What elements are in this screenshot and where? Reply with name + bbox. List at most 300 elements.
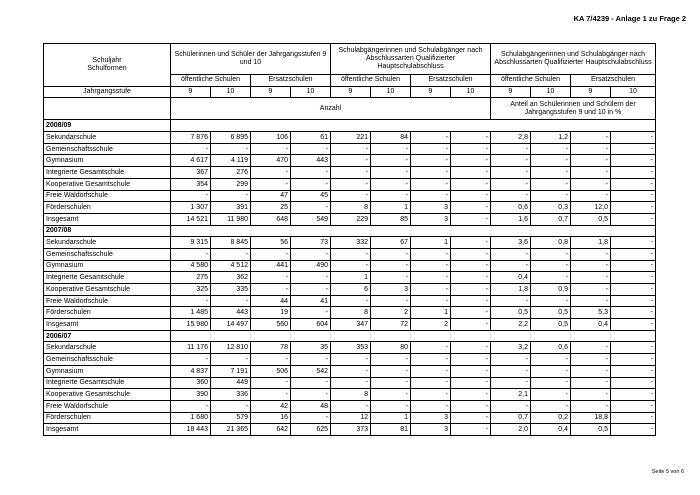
row-label: Förderschulen <box>44 202 171 214</box>
table-cell: - <box>491 190 531 202</box>
table-cell: 12 810 <box>211 342 251 354</box>
table-cell: - <box>491 377 531 389</box>
table-cell: - <box>291 377 331 389</box>
table-cell: 73 <box>291 237 331 249</box>
table-cell: 3 <box>411 412 451 424</box>
table-cell: 3 <box>371 284 411 296</box>
table-cell: 2,1 <box>491 389 531 401</box>
page-number: Seite 5 von 6 <box>651 469 684 475</box>
table-cell: - <box>611 295 656 307</box>
row-label: Förderschulen <box>44 307 171 319</box>
table-cell: 106 <box>251 132 291 144</box>
table-cell: 1 <box>331 272 371 284</box>
table-cell: 45 <box>291 190 331 202</box>
table-cell: - <box>611 237 656 249</box>
table-cell: 229 <box>331 213 371 225</box>
table-cell: 1 <box>411 307 451 319</box>
table-cell: 3 <box>411 213 451 225</box>
table-cell: 8 <box>331 307 371 319</box>
table-cell: - <box>331 377 371 389</box>
table-cell: - <box>451 389 491 401</box>
table-cell: - <box>411 284 451 296</box>
table-cell: - <box>411 248 451 260</box>
table-cell: 325 <box>171 284 211 296</box>
table-cell: - <box>331 400 371 412</box>
table-cell: - <box>251 167 291 179</box>
table-cell: - <box>611 319 656 331</box>
table-cell: 8 845 <box>211 237 251 249</box>
row-label: Integrierte Gesamtschule <box>44 272 171 284</box>
table-cell: - <box>451 295 491 307</box>
table-cell: - <box>491 178 531 190</box>
table-row <box>44 213 656 225</box>
year-label: 2007/08 <box>44 225 171 237</box>
table-cell: - <box>571 377 611 389</box>
table-cell: 542 <box>291 365 331 377</box>
table-cell: - <box>451 202 491 214</box>
row-label: Kooperative Gesamtschule <box>44 389 171 401</box>
table-cell: 490 <box>291 260 331 272</box>
table-cell: - <box>571 354 611 366</box>
subheader-private: Ersatzschulen <box>571 75 656 87</box>
table-cell: - <box>451 377 491 389</box>
table-cell: 4 512 <box>211 260 251 272</box>
table-cell: - <box>451 354 491 366</box>
table-cell: - <box>531 155 571 167</box>
table-cell: - <box>611 377 656 389</box>
table-cell: 0,4 <box>491 272 531 284</box>
table-cell: - <box>291 178 331 190</box>
table-cell: - <box>491 354 531 366</box>
table-cell: - <box>571 143 611 155</box>
table-row <box>44 237 656 249</box>
table-cell: - <box>251 272 291 284</box>
table-cell: - <box>171 143 211 155</box>
table-cell: - <box>491 260 531 272</box>
table-cell: 2 <box>371 307 411 319</box>
table-cell: - <box>611 143 656 155</box>
grade-header: 9 <box>411 86 451 98</box>
table-cell: - <box>531 178 571 190</box>
grade-header: 9 <box>331 86 371 98</box>
table-cell: - <box>331 143 371 155</box>
table-cell: 44 <box>251 295 291 307</box>
row-label: Gemeinschaftsschule <box>44 354 171 366</box>
table-cell: 335 <box>211 284 251 296</box>
document-reference: KA 7/4239 - Anlage 1 zu Frage 2 <box>573 14 686 23</box>
table-cell: 1 307 <box>171 202 211 214</box>
table-cell: - <box>611 400 656 412</box>
table-cell: 549 <box>291 213 331 225</box>
table-cell: 449 <box>211 377 251 389</box>
table-cell: 0,7 <box>491 412 531 424</box>
grade-header: 10 <box>611 86 656 98</box>
table-cell: - <box>531 167 571 179</box>
table-cell: 4 119 <box>211 155 251 167</box>
table-cell: 14 521 <box>171 213 211 225</box>
table-cell: - <box>611 260 656 272</box>
table-cell: - <box>531 143 571 155</box>
table-cell: 299 <box>211 178 251 190</box>
table-cell: 4 837 <box>171 365 211 377</box>
table-cell: - <box>451 284 491 296</box>
table-cell: 5,3 <box>571 307 611 319</box>
table-cell: - <box>411 272 451 284</box>
table-cell: 0,6 <box>531 342 571 354</box>
row-label: Förderschulen <box>44 412 171 424</box>
table-cell: - <box>371 354 411 366</box>
table-cell: - <box>571 365 611 377</box>
table-cell: - <box>291 143 331 155</box>
table-cell: 1 <box>371 412 411 424</box>
table-row <box>44 143 656 155</box>
row-label: Gymnasium <box>44 155 171 167</box>
subheader-private: Ersatzschulen <box>411 75 491 87</box>
grade-header: 10 <box>531 86 571 98</box>
table-cell: - <box>451 272 491 284</box>
table-cell: - <box>291 412 331 424</box>
table-cell: - <box>451 319 491 331</box>
table-row <box>44 377 656 389</box>
table-cell: - <box>411 365 451 377</box>
table-cell: - <box>371 400 411 412</box>
table-cell: 470 <box>251 155 291 167</box>
table-cell: 353 <box>331 342 371 354</box>
table-cell: - <box>571 272 611 284</box>
table-cell: - <box>251 354 291 366</box>
table-cell: - <box>171 190 211 202</box>
table-cell: - <box>571 389 611 401</box>
jahrgang-label: Jahrgangsstufe <box>44 86 171 98</box>
table-cell: - <box>331 295 371 307</box>
table-cell: 3,2 <box>491 342 531 354</box>
table-cell: - <box>611 132 656 144</box>
table-cell: 0,2 <box>531 412 571 424</box>
table-cell: - <box>571 178 611 190</box>
row-label: Sekundarschule <box>44 132 171 144</box>
table-cell: - <box>451 412 491 424</box>
table-row <box>44 260 656 272</box>
table-cell: 42 <box>251 400 291 412</box>
table-row <box>44 424 656 436</box>
table-row <box>44 295 656 307</box>
table-cell: - <box>531 190 571 202</box>
table-cell: 80 <box>371 342 411 354</box>
table-cell: 0,9 <box>531 284 571 296</box>
table-cell: - <box>451 400 491 412</box>
table-cell: 2 <box>411 319 451 331</box>
corner-header: Schuljahr Schulformen <box>44 44 171 87</box>
table-cell: - <box>571 155 611 167</box>
table-cell: - <box>251 377 291 389</box>
table-cell: 19 <box>251 307 291 319</box>
row-label: Kooperative Gesamtschule <box>44 284 171 296</box>
table-cell: 14 497 <box>211 319 251 331</box>
table-cell: - <box>531 377 571 389</box>
table-cell: - <box>291 284 331 296</box>
table-cell: - <box>211 354 251 366</box>
table-cell: - <box>611 167 656 179</box>
table-cell: 354 <box>171 178 211 190</box>
table-cell: - <box>611 307 656 319</box>
table-cell: - <box>331 190 371 202</box>
row-label: Gemeinschaftsschule <box>44 143 171 155</box>
table-cell: - <box>531 354 571 366</box>
table-cell: - <box>171 248 211 260</box>
table-cell: - <box>451 155 491 167</box>
table-cell: 1 680 <box>171 412 211 424</box>
table-cell: 78 <box>251 342 291 354</box>
table-cell: 61 <box>291 132 331 144</box>
row-label: Insgesamt <box>44 319 171 331</box>
group-header-graduates-count: Schulabgängerinnen und Schulabgänger nach Abschlussarten Qualifizierter Hauptschulabschluss <box>331 44 491 75</box>
table-cell: - <box>571 190 611 202</box>
table-cell: - <box>611 365 656 377</box>
table-cell: - <box>611 213 656 225</box>
table-cell: 0,5 <box>571 213 611 225</box>
table-cell: 373 <box>331 424 371 436</box>
table-cell: 4 617 <box>171 155 211 167</box>
unit-count-label: Anzahl <box>171 98 491 120</box>
table-cell: - <box>371 365 411 377</box>
table-cell: - <box>611 412 656 424</box>
table-row <box>44 365 656 377</box>
table-cell: - <box>371 248 411 260</box>
table-cell: - <box>451 132 491 144</box>
table-cell: - <box>371 167 411 179</box>
table-cell: - <box>611 389 656 401</box>
table-cell: - <box>291 272 331 284</box>
table-cell: - <box>571 248 611 260</box>
table-cell: - <box>331 167 371 179</box>
table-cell: 1 <box>371 202 411 214</box>
table-cell: - <box>571 284 611 296</box>
table-cell: - <box>331 248 371 260</box>
table-cell: 9 315 <box>171 237 211 249</box>
table-cell: 443 <box>291 155 331 167</box>
table-cell: 390 <box>171 389 211 401</box>
table-cell: - <box>451 307 491 319</box>
table-cell: - <box>611 424 656 436</box>
table-cell: - <box>171 354 211 366</box>
table-cell: - <box>171 400 211 412</box>
table-cell: 0,6 <box>491 202 531 214</box>
table-cell: 11 176 <box>171 342 211 354</box>
table-cell: - <box>371 389 411 401</box>
row-label: Gymnasium <box>44 260 171 272</box>
table-row <box>44 155 656 167</box>
table-cell: 3 <box>411 424 451 436</box>
table-cell: 367 <box>171 167 211 179</box>
row-label: Freie Waldorfschule <box>44 190 171 202</box>
table-cell: - <box>531 365 571 377</box>
row-label: Sekundarschule <box>44 342 171 354</box>
table-cell: 0,5 <box>571 424 611 436</box>
table-cell: - <box>491 400 531 412</box>
table-cell: 0,5 <box>531 307 571 319</box>
table-cell: - <box>331 155 371 167</box>
table-row <box>44 132 656 144</box>
table-cell: - <box>611 284 656 296</box>
table-cell: - <box>211 400 251 412</box>
table-cell: - <box>411 167 451 179</box>
table-cell: - <box>251 178 291 190</box>
table-cell: 8 <box>331 202 371 214</box>
table-cell: 0,5 <box>491 307 531 319</box>
table-cell: 0,4 <box>531 424 571 436</box>
table-cell: - <box>411 260 451 272</box>
grade-header: 9 <box>491 86 531 98</box>
table-cell: 2,0 <box>491 424 531 436</box>
table-cell: 443 <box>211 307 251 319</box>
table-cell: - <box>491 167 531 179</box>
table-row <box>44 389 656 401</box>
table-cell: 47 <box>251 190 291 202</box>
table-row <box>44 354 656 366</box>
table-cell: - <box>451 167 491 179</box>
table-cell: 7 876 <box>171 132 211 144</box>
row-label: Kooperative Gesamtschule <box>44 178 171 190</box>
table-cell: - <box>291 202 331 214</box>
table-cell: - <box>411 400 451 412</box>
table-row <box>44 342 656 354</box>
table-cell: 15 980 <box>171 319 211 331</box>
table-cell: - <box>411 354 451 366</box>
table-cell: 0,5 <box>531 319 571 331</box>
table-cell: - <box>491 155 531 167</box>
table-cell: - <box>611 248 656 260</box>
table-cell: - <box>291 389 331 401</box>
table-cell: 1,2 <box>531 132 571 144</box>
table-cell: - <box>411 190 451 202</box>
row-label: Freie Waldorfschule <box>44 295 171 307</box>
table-cell: 1,6 <box>491 213 531 225</box>
table-row <box>44 400 656 412</box>
table-cell: - <box>251 284 291 296</box>
subheader-public: öffentliche Schulen <box>331 75 411 87</box>
table-cell: - <box>211 248 251 260</box>
table-cell: 41 <box>291 295 331 307</box>
table-cell: - <box>491 365 531 377</box>
year-label: 2006/07 <box>44 330 171 342</box>
table-cell: - <box>611 202 656 214</box>
unit-share-label: Anteil an Schülerinnen und Schülern der Jahrgangsstufen 9 und 10 in % <box>491 98 656 120</box>
table-cell: - <box>251 143 291 155</box>
table-cell: 7 191 <box>211 365 251 377</box>
table-cell: - <box>331 354 371 366</box>
table-cell: 579 <box>211 412 251 424</box>
table-cell: - <box>251 389 291 401</box>
table-cell: - <box>571 342 611 354</box>
row-label: Gemeinschaftsschule <box>44 248 171 260</box>
table-cell: - <box>611 354 656 366</box>
table-cell: - <box>411 143 451 155</box>
grade-header: 9 <box>571 86 611 98</box>
subheader-private: Ersatzschulen <box>251 75 331 87</box>
table-cell: - <box>371 155 411 167</box>
table-cell: - <box>291 248 331 260</box>
table-row <box>44 412 656 424</box>
table-cell: 6 <box>331 284 371 296</box>
table-cell: 3 <box>411 202 451 214</box>
table-cell: 604 <box>291 319 331 331</box>
table-cell: - <box>531 389 571 401</box>
table-cell: - <box>451 248 491 260</box>
table-cell: - <box>531 295 571 307</box>
table-cell: - <box>371 295 411 307</box>
table-cell: - <box>211 143 251 155</box>
table-cell: 1,8 <box>571 237 611 249</box>
table-cell: 12 <box>331 412 371 424</box>
table-cell: 642 <box>251 424 291 436</box>
table-cell: 4 580 <box>171 260 211 272</box>
table-cell: 360 <box>171 377 211 389</box>
grade-header: 10 <box>371 86 411 98</box>
table-cell: 336 <box>211 389 251 401</box>
table-cell: - <box>291 307 331 319</box>
table-cell: - <box>331 260 371 272</box>
table-cell: - <box>411 155 451 167</box>
table-cell: 12,0 <box>571 202 611 214</box>
table-cell: 221 <box>331 132 371 144</box>
grade-header: 10 <box>211 86 251 98</box>
table-cell: - <box>491 248 531 260</box>
table-cell: - <box>411 342 451 354</box>
table-cell: - <box>371 377 411 389</box>
table-cell: - <box>211 295 251 307</box>
year-label: 2008/09 <box>44 120 171 132</box>
subheader-public: öffentliche Schulen <box>491 75 571 87</box>
table-cell: 2,2 <box>491 319 531 331</box>
table-cell: 1,8 <box>491 284 531 296</box>
table-cell: - <box>371 178 411 190</box>
table-cell: 35 <box>291 342 331 354</box>
table-cell: 81 <box>371 424 411 436</box>
table-cell: - <box>411 389 451 401</box>
table-cell: 275 <box>171 272 211 284</box>
row-label: Insgesamt <box>44 213 171 225</box>
table-cell: - <box>251 248 291 260</box>
row-label: Integrierte Gesamtschule <box>44 167 171 179</box>
table-cell: - <box>611 342 656 354</box>
table-row <box>44 307 656 319</box>
table-cell: - <box>531 400 571 412</box>
row-label: Gymnasium <box>44 365 171 377</box>
table-cell: - <box>531 248 571 260</box>
table-cell: - <box>291 167 331 179</box>
group-header-students: Schülerinnen und Schüler der Jahrgangsstufen 9 und 10 <box>171 44 331 75</box>
grade-header: 10 <box>291 86 331 98</box>
table-cell: - <box>371 272 411 284</box>
table-cell: 21 365 <box>211 424 251 436</box>
table-cell: - <box>451 178 491 190</box>
table-cell: - <box>331 178 371 190</box>
table-cell: - <box>611 178 656 190</box>
table-cell: - <box>571 400 611 412</box>
table-cell: 625 <box>291 424 331 436</box>
table-cell: - <box>451 260 491 272</box>
table-cell: - <box>571 260 611 272</box>
table-cell: - <box>571 132 611 144</box>
table-cell: 18,8 <box>571 412 611 424</box>
table-cell: - <box>611 272 656 284</box>
table-cell: 1 485 <box>171 307 211 319</box>
table-cell: 16 <box>251 412 291 424</box>
table-cell: 48 <box>291 400 331 412</box>
table-cell: 560 <box>251 319 291 331</box>
table-cell: - <box>571 167 611 179</box>
grade-header: 9 <box>171 86 211 98</box>
